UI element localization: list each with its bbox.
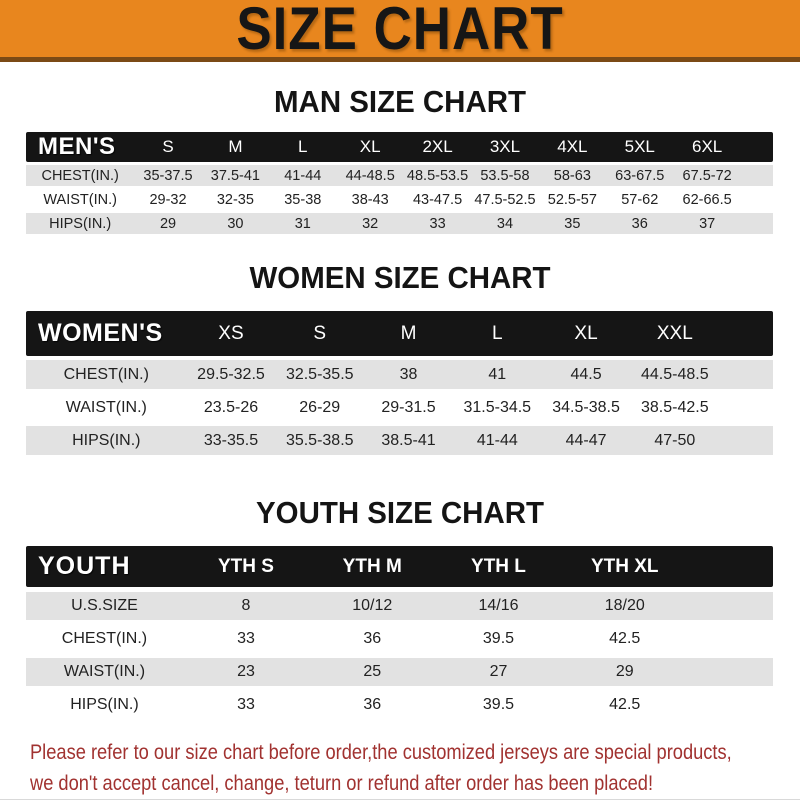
youth-size-column-yth-s: YTH S — [218, 555, 274, 577]
youth-size-column-yth-m: YTH M — [342, 555, 402, 577]
size-value: 42.5 — [609, 696, 641, 713]
youth-size-column-yth-l: YTH L — [471, 555, 526, 577]
size-value: 14/16 — [478, 597, 519, 614]
size-value: 43-47.5 — [412, 191, 463, 208]
size-value: 38 — [399, 365, 418, 383]
size-value: 31 — [294, 215, 311, 232]
size-value: 35-37.5 — [143, 167, 193, 184]
size-value: 29 — [615, 663, 634, 680]
size-value: 41 — [488, 365, 507, 383]
women-size-column-m: M — [400, 322, 417, 344]
size-value: 44-47 — [565, 431, 607, 449]
size-value: 39.5 — [482, 630, 515, 647]
youth-row-waist-in — [26, 658, 773, 686]
size-value: 36 — [631, 215, 648, 232]
men-size-column-m: M — [228, 137, 243, 156]
men-size-column-s: S — [162, 137, 174, 156]
row-label: WAIST(IN.) — [65, 398, 147, 416]
size-value: 35 — [564, 215, 581, 232]
youth-size-column-yth-xl: YTH XL — [590, 555, 659, 577]
size-value: 58-63 — [553, 167, 591, 184]
row-label: U.S.SIZE — [71, 597, 138, 614]
size-value: 10/12 — [352, 597, 393, 614]
youth-header-label: YOUTH — [38, 552, 131, 580]
size-value: 38.5-41 — [381, 431, 436, 449]
row-label: CHEST(IN.) — [41, 167, 119, 184]
row-label: WAIST(IN.) — [43, 191, 117, 208]
size-value: 23 — [237, 663, 255, 680]
size-value: 35-38 — [284, 191, 322, 208]
size-value: 62-66.5 — [682, 191, 732, 208]
women-row-hips-in — [26, 426, 773, 455]
size-value: 34.5-38.5 — [552, 398, 620, 416]
size-value: 67.5-72 — [682, 167, 732, 184]
size-value: 38.5-42.5 — [641, 398, 709, 416]
section-title-men: MAN SIZE CHART — [274, 84, 526, 119]
size-value: 25 — [363, 663, 382, 680]
section-title-youth: YOUTH SIZE CHART — [256, 495, 544, 530]
size-value: 38-43 — [351, 191, 389, 208]
size-value: 29-31.5 — [381, 398, 436, 416]
men-header-row — [26, 132, 773, 162]
women-row-chest-in — [26, 360, 773, 389]
size-value: 18/20 — [604, 597, 645, 614]
size-value: 41-44 — [476, 431, 518, 449]
size-value: 53.5-58 — [480, 167, 530, 184]
row-label: HIPS(IN.) — [72, 431, 141, 449]
size-value: 26-29 — [299, 398, 341, 416]
size-value: 23.5-26 — [203, 398, 259, 416]
women-size-column-xxl: XXL — [656, 322, 693, 344]
size-value: 52.5-57 — [547, 191, 597, 208]
size-value: 33 — [237, 630, 255, 647]
size-value: 44.5-48.5 — [641, 365, 709, 383]
size-value: 57-62 — [621, 191, 659, 208]
size-value: 32-35 — [216, 191, 254, 208]
size-chart-sections — [0, 62, 800, 719]
women-header-label: WOMEN'S — [38, 319, 163, 347]
size-value: 32 — [362, 215, 379, 232]
size-value: 48.5-53.5 — [406, 167, 469, 184]
youth-row-chest-in — [26, 625, 773, 653]
size-value: 44-48.5 — [345, 167, 395, 184]
women-size-column-l: L — [491, 322, 503, 344]
women-size-table — [26, 311, 773, 455]
men-size-column-xl: XL — [359, 137, 381, 156]
size-value: 39.5 — [482, 696, 515, 713]
size-value: 63-67.5 — [615, 167, 665, 184]
youth-size-table — [26, 546, 773, 719]
row-label: CHEST(IN.) — [63, 365, 149, 383]
women-size-column-xs: XS — [218, 322, 244, 344]
size-value: 34 — [496, 215, 514, 232]
banner-title: SIZE CHART — [236, 0, 564, 63]
size-value: 47-50 — [654, 431, 696, 449]
size-value: 47.5-52.5 — [474, 191, 536, 208]
size-value: 29-32 — [149, 191, 187, 208]
size-value: 8 — [241, 597, 251, 614]
size-value: 29 — [159, 215, 177, 232]
size-value: 41-44 — [284, 167, 322, 184]
size-value: 32.5-35.5 — [285, 365, 354, 383]
size-value: 33 — [237, 696, 255, 713]
section-title-women: WOMEN SIZE CHART — [249, 260, 551, 295]
size-value: 35.5-38.5 — [285, 431, 354, 449]
size-value: 33 — [429, 215, 446, 232]
women-header-row — [26, 311, 773, 356]
men-row-waist-in — [26, 189, 773, 210]
size-value: 37.5-41 — [210, 167, 260, 184]
men-size-column-4xl: 4XL — [557, 137, 588, 156]
size-value: 30 — [227, 215, 244, 232]
women-size-column-s: S — [313, 322, 327, 344]
women-size-column-xl: XL — [574, 322, 598, 344]
size-value: 42.5 — [609, 630, 641, 647]
order-notice — [0, 737, 800, 799]
size-value: 29.5-32.5 — [197, 365, 265, 383]
men-size-column-l: L — [298, 137, 308, 156]
notice-line-2: we don't accept cancel, change, teturn or refund after order has been placed! — [30, 772, 654, 795]
row-label: CHEST(IN.) — [61, 630, 148, 647]
youth-header-row — [26, 546, 773, 587]
men-row-chest-in — [26, 165, 773, 186]
size-value: 36 — [363, 630, 382, 647]
women-row-waist-in — [26, 393, 773, 422]
size-value: 36 — [363, 696, 382, 713]
size-chart-banner — [0, 0, 800, 62]
size-value: 27 — [489, 663, 508, 680]
men-header-label: MEN'S — [38, 133, 116, 160]
youth-row-hips-in — [26, 691, 773, 719]
men-size-column-2xl: 2XL — [422, 137, 453, 156]
notice-line-1: Please refer to our size chart before order,the customized jerseys are special products, — [30, 741, 732, 764]
row-label: WAIST(IN.) — [63, 663, 146, 680]
row-label: HIPS(IN.) — [70, 696, 139, 713]
men-size-table — [26, 132, 773, 234]
size-value: 44.5 — [570, 365, 602, 383]
men-row-hips-in — [26, 213, 773, 234]
size-value: 37 — [699, 215, 716, 232]
men-size-column-6xl: 6XL — [692, 137, 723, 156]
row-label: HIPS(IN.) — [49, 215, 112, 232]
size-value: 33-35.5 — [203, 431, 259, 449]
men-size-column-5xl: 5XL — [624, 137, 655, 156]
size-value: 31.5-34.5 — [463, 398, 532, 416]
men-size-column-3xl: 3XL — [489, 137, 521, 156]
youth-row-u-s-size — [26, 592, 773, 620]
